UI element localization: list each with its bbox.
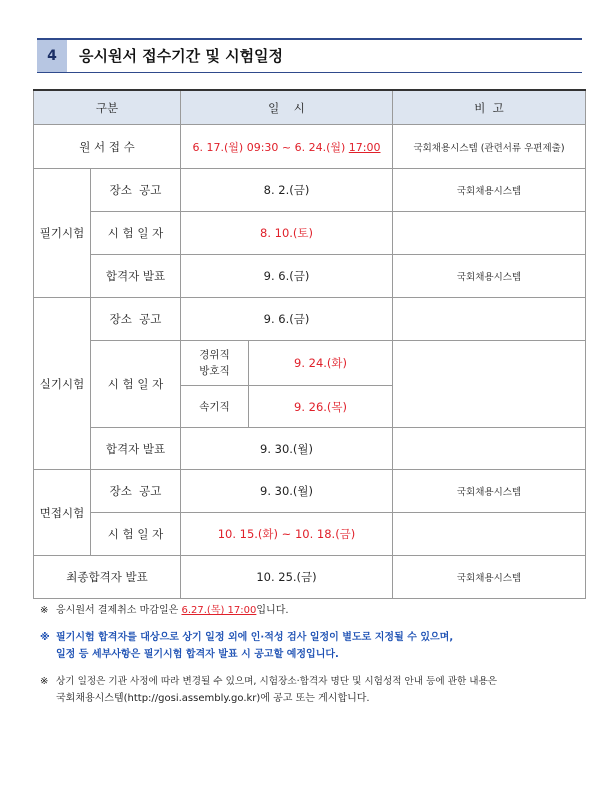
practical-track1-row (34, 341, 586, 386)
written-exam-row (34, 212, 586, 255)
written-result-date: 9. 6.(금) (181, 255, 393, 298)
interview-venue-date: 9. 30.(월) (181, 470, 393, 513)
practical-exam-remark (393, 341, 586, 428)
practical-result-remark (393, 428, 586, 470)
final-date: 10. 25.(금) (181, 556, 393, 599)
practical-venue-row (34, 298, 586, 341)
note-cancel-deadline (40, 602, 585, 619)
header-bottom-rule (37, 72, 582, 73)
header-schedule: 일 시 (181, 90, 393, 125)
table-header-row (34, 90, 586, 125)
practical-group-label: 실기시험 (34, 298, 91, 470)
practical-result-date: 9. 30.(월) (181, 428, 393, 470)
practical-venue-date: 9. 6.(금) (181, 298, 393, 341)
interview-exam-row (34, 513, 586, 556)
interview-exam-date: 10. 15.(화) ~ 10. 18.(금) (181, 513, 393, 556)
practical-venue-remark (393, 298, 586, 341)
section-header (37, 38, 582, 73)
written-venue-remark: 국회채용시스템 (393, 169, 586, 212)
written-result-row (34, 255, 586, 298)
note3-line2: 국회채용시스템(http://gosi.assembly.go.kr)에 공고 또는 게시합니다. (56, 693, 370, 704)
written-venue-label: 장소 공고 (91, 169, 181, 212)
written-venue-date: 8. 2.(금) (181, 169, 393, 212)
note1-deadline: 6.27.(목) 17:00 (181, 605, 257, 616)
interview-venue-label: 장소 공고 (91, 470, 181, 513)
interview-exam-label: 시 험 일 자 (91, 513, 181, 556)
application-label: 원 서 접 수 (34, 125, 181, 169)
written-result-remark: 국회채용시스템 (393, 255, 586, 298)
practical-track1-date: 9. 24.(화) (249, 341, 393, 386)
notes-section (40, 602, 585, 717)
practical-venue-label: 장소 공고 (91, 298, 181, 341)
final-row (34, 556, 586, 599)
note-mark: ※ (40, 676, 49, 687)
application-row (34, 125, 586, 169)
application-period-time: 17:00 (348, 140, 381, 154)
note3-line1: 상기 일정은 기관 사정에 따라 변경될 수 있으며, 시험장소·합격자 명단 및 시험성적 안내 등에 관한 내용은 (56, 676, 498, 687)
practical-result-row (34, 428, 586, 470)
final-remark: 국회채용시스템 (393, 556, 586, 599)
track1-name-line2: 방호직 (199, 365, 230, 377)
written-venue-row (34, 169, 586, 212)
practical-exam-label: 시 험 일 자 (91, 341, 181, 428)
note2-line1: 필기시험 합격자를 대상으로 상기 일정 외에 인·적성 검사 일정이 별도로 지정될 수 있으며, (56, 632, 454, 643)
interview-group-label: 면접시험 (34, 470, 91, 556)
written-exam-date: 8. 10.(토) (181, 212, 393, 255)
written-exam-label: 시 험 일 자 (91, 212, 181, 255)
note2-line2: 일정 등 세부사항은 필기시험 합격자 발표 시 공고할 예정입니다. (56, 649, 339, 660)
note-aptitude-test (40, 629, 585, 663)
practical-track2-name: 속기직 (181, 386, 249, 428)
interview-venue-remark: 국회채용시스템 (393, 470, 586, 513)
note1-text-after: 입니다. (256, 605, 289, 616)
practical-result-label: 합격자 발표 (91, 428, 181, 470)
schedule-table (33, 89, 586, 599)
interview-exam-remark (393, 513, 586, 556)
note-mark: ※ (40, 632, 50, 643)
note-schedule-change (40, 673, 585, 707)
practical-track1-name (181, 341, 249, 386)
header-category: 구분 (34, 90, 181, 125)
application-period-main: 6. 17.(월) 09:30 ~ 6. 24.(월) (192, 140, 349, 154)
written-group-label: 필기시험 (34, 169, 91, 298)
note1-text-before: 응시원서 결제취소 마감일은 (56, 605, 182, 616)
final-label: 최종합격자 발표 (34, 556, 181, 599)
section-title: 응시원서 접수기간 및 시험일정 (79, 47, 284, 65)
section-number: 4 (37, 40, 67, 72)
practical-track2-date: 9. 26.(목) (249, 386, 393, 428)
written-result-label: 합격자 발표 (91, 255, 181, 298)
interview-venue-row (34, 470, 586, 513)
written-exam-remark (393, 212, 586, 255)
note-mark: ※ (40, 605, 49, 616)
track1-name-line1: 경위직 (199, 349, 230, 361)
application-remark: 국회채용시스템 (관련서류 우편제출) (393, 125, 586, 169)
application-period (181, 125, 393, 169)
header-remarks: 비 고 (393, 90, 586, 125)
